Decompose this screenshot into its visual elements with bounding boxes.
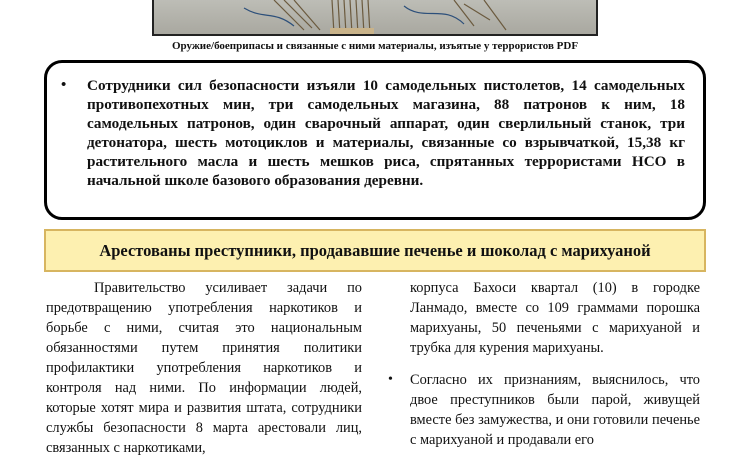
seized-items-bullet-box xyxy=(44,60,706,220)
right-column xyxy=(388,278,700,450)
left-column xyxy=(46,278,362,458)
bullet-box-text: Сотрудники сил безопасности изъяли 10 самодельных пистолетов, 14 самодельных противопехотных мин, три самодельных магазина, 88 патронов к ним, 18 самодельных патронов, один сварочный аппарат, один сверлильный станок, три детонатора, шесть мотоциклов и материалы, связанные со взрывчаткой, 15,38 кг растительного масла и шесть мешков риса, спрятанных террористами НСО в начальной школе базового образования деревни. xyxy=(87,77,685,189)
bullet-dot-icon: • xyxy=(61,77,67,93)
photo-caption: Оружие/боеприпасы и связанные с ними материалы, изъятые у террористов PDF xyxy=(171,40,579,52)
article-headline: Арестованы преступники, продававшие печенье и шоколад с марихуаной xyxy=(44,229,706,272)
left-column-text: Правительство усиливает задачи по предотвращению употребления наркотиков и борьбе с ними, считая это национальным обязанностями путем принятия политики профилактики употребления наркотиков и контроля над ними. По информации людей, которые хотят мира и развития штата, сотрудники службы безопасности 8 марта арестовали лиц, связанных с наркотиками, xyxy=(46,280,362,456)
seized-items-illustration xyxy=(154,0,598,36)
right-column-continuation: корпуса Бахоси квартал (10) в городке Ланмадо, вместе со 109 граммами порошка марихуаны, 50 печеньями с марихуаной и трубка для курения марихуаны. xyxy=(410,280,700,356)
right-column-bullet-text: Согласно их признаниям, выяснилось, что двое преступников были парой, живущей вместе без замужества, и они готовили печенье с марихуаной и продавали его xyxy=(410,372,700,448)
seized-items-photo xyxy=(152,0,598,36)
right-column-bullet-item xyxy=(388,370,700,450)
bullet-dot-icon: • xyxy=(388,372,393,387)
